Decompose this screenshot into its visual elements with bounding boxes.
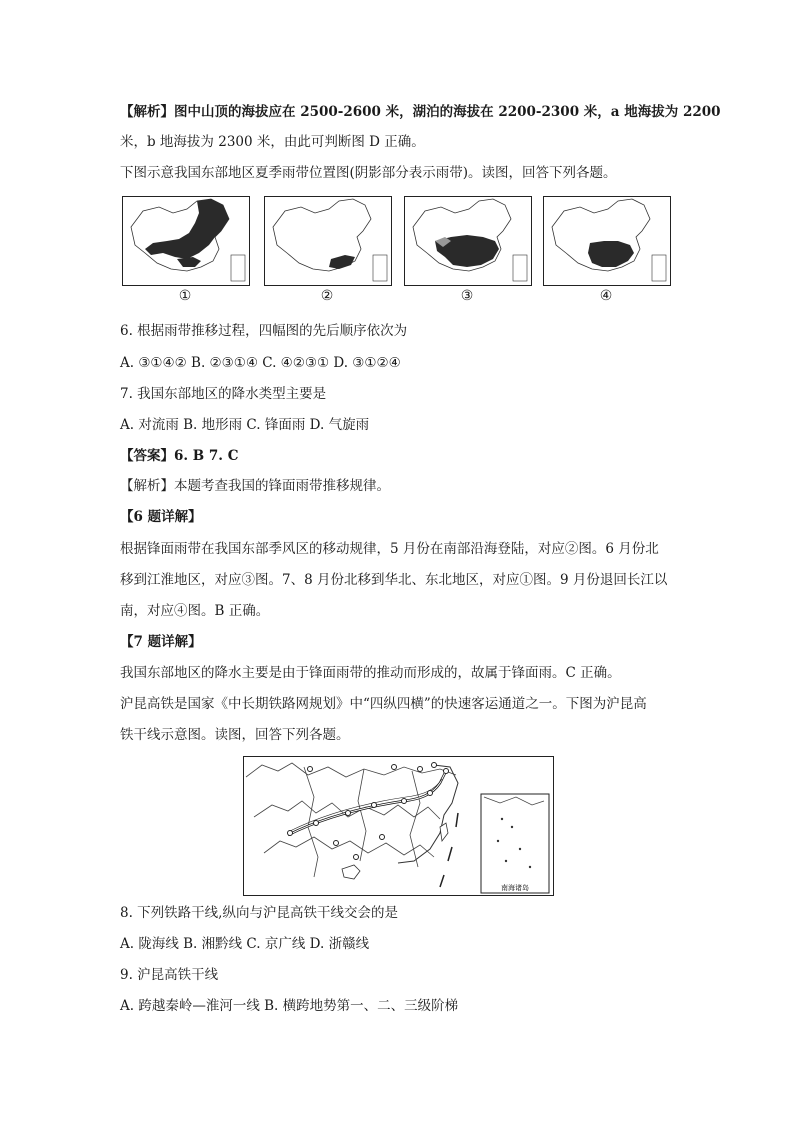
map-label-1: ① [178,288,192,304]
question-6: 6. 根据雨带推移过程，四幅图的先后顺序依次为 [120,323,408,339]
rainbelt-map-3 [404,196,532,286]
question-8: 8. 下列铁路干线,纵向与沪昆高铁干线交会的是 [120,905,398,921]
rail-intro-line-1: 沪昆高铁是国家《中长期铁路网规划》中“四纵四横”的快速客运通道之一。下图为沪昆高 [120,696,647,712]
detail-6-line-2: 移到江淮地区，对应③图。7、8 月份北移到华北、东北地区，对应①图。9 月份退回长江以 [120,572,668,588]
detail-6-line-3: 南，对应④图。B 正确。 [120,603,270,619]
detail-7-line-1: 我国东部地区的降水主要是由于锋面雨带的推动而形成的，故属于锋面雨。C 正确。 [120,665,621,681]
intro-rainbelt: 下图示意我国东部地区夏季雨带位置图(阴影部分表示雨带)。读图，回答下列各题。 [120,165,617,181]
rainbelt-map-1 [122,196,250,286]
analysis-prev-line-2: 米，b 地海拔为 2300 米，由此可判断图 D 正确。 [120,134,425,150]
rainbelt-map-4 [543,196,671,286]
question-8-options: A. 陇海线 B. 湘黔线 C. 京广线 D. 浙赣线 [120,936,370,952]
rainbelt-figures [122,196,680,308]
south-china-sea-islands-label: 南海诸岛 [501,884,529,892]
rail-intro-line-2: 铁干线示意图。读图，回答下列各题。 [120,727,350,743]
hukun-railway-map [243,756,554,896]
question-6-options: A. ③①④② B. ②③①④ C. ④②③① D. ③①②④ [120,355,401,371]
answer-line: 【答案】6. B 7. C [120,448,239,464]
analysis-prev-line-1: 【解析】图中山顶的海拔应在 2500-2600 米，湖泊的海拔在 2200-2300 米，a 地海拔为 2200 [120,104,721,120]
map-label-3: ③ [460,288,474,304]
question-7: 7. 我国东部地区的降水类型主要是 [120,386,327,402]
rainbelt-map-2 [264,196,392,286]
detail-7-heading: 【7 题详解】 [120,634,202,650]
question-9: 9. 沪昆高铁干线 [120,967,219,983]
detail-6-heading: 【6 题详解】 [120,509,202,525]
map-label-2: ② [320,288,334,304]
detail-6-line-1: 根据锋面雨带在我国东部季风区的移动规律，5 月份在南部沿海登陆，对应②图。6 月份北 [120,541,659,557]
question-9-options: A. 跨越秦岭—淮河一线 B. 横跨地势第一、二、三级阶梯 [120,998,459,1014]
question-7-options: A. 对流雨 B. 地形雨 C. 锋面雨 D. 气旋雨 [120,417,370,433]
map-label-4: ④ [599,288,613,304]
analysis-line: 【解析】本题考查我国的锋面雨带推移规律。 [120,478,390,494]
